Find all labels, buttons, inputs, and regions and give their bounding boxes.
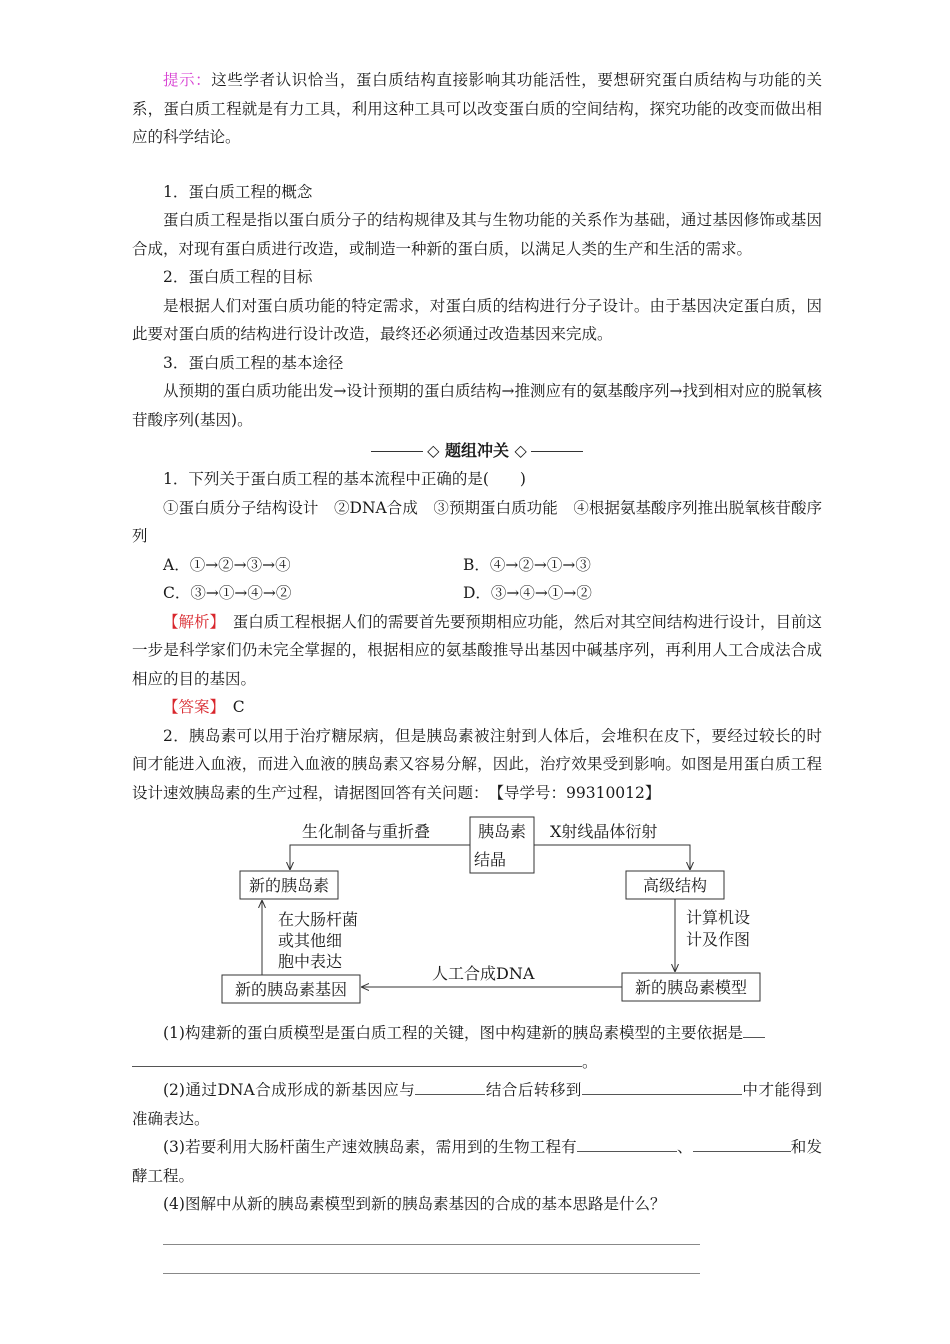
sub1-blank-a[interactable] bbox=[743, 1023, 765, 1038]
box-model-text: 新的胰岛素模型 bbox=[634, 978, 748, 997]
sub2-text-c: 中才能得到准确表达。 bbox=[132, 1081, 822, 1128]
answer-label: 【答案】 bbox=[163, 698, 218, 716]
section-3-body: 从预期的蛋白质功能出发→设计预期的蛋白质结构→推测应有的氨基酸序列→找到相对应的脱氧核苷酸序列(基因)。 bbox=[132, 382, 822, 429]
q1-option-c: C．③→①→④→② bbox=[163, 584, 292, 602]
q1-stem: 1．下列关于蛋白质工程的基本流程中正确的是( ) bbox=[163, 470, 526, 488]
section-1-heading: 1．蛋白质工程的概念 bbox=[163, 182, 313, 201]
label-computer-1: 计算机设 bbox=[686, 908, 751, 927]
q1-option-d: D．③→④→①→② bbox=[463, 584, 592, 602]
section-1-body: 蛋白质工程是指以蛋白质分子的结构规律及其与生物功能的关系作为基础，通过基因修饰或基因合成，对现有蛋白质进行改造，或制造一种新的蛋白质，以满足人类的生产和生活的需求。 bbox=[132, 211, 822, 258]
label-express-1: 在大肠杆菌 bbox=[278, 910, 359, 929]
q1-items: ①蛋白质分子结构设计 ②DNA合成 ③预期蛋白质功能 ④根据氨基酸序列推出脱氧核苷酸序列 bbox=[132, 498, 822, 545]
box-crystal-text-2: 结晶 bbox=[473, 850, 507, 869]
sub3-text-b: 和发酵工程。 bbox=[132, 1138, 822, 1185]
label-express-2: 或其他细 bbox=[278, 931, 343, 950]
label-dna: 人工合成DNA bbox=[432, 964, 535, 983]
sub3-sep: 、 bbox=[676, 1138, 693, 1156]
analysis-text: 蛋白质工程根据人们的需要首先要预期相应功能，然后对其空间结构进行设计，目前这一步是科学家们仍未完全掌握的，根据相应的氨基酸推导出基因中碱基序列，再利用人工合成法合成相应的目的基因。 bbox=[132, 612, 822, 688]
q2-sub1-line bbox=[132, 1048, 822, 1077]
label-xray: X射线晶体衍射 bbox=[550, 822, 658, 841]
q2-sub3 bbox=[132, 1133, 822, 1190]
label-express-3: 胞中表达 bbox=[278, 952, 343, 971]
sub2-blank-1[interactable] bbox=[415, 1080, 485, 1095]
q1-option-b: B．④→②→①→③ bbox=[463, 555, 591, 574]
label-fold: 生化制备与重折叠 bbox=[302, 822, 431, 841]
sub1-text: (1)构建新的蛋白质模型是蛋白质工程的关键，图中构建新的胰岛素模型的主要依据是 bbox=[163, 1024, 743, 1042]
group-title bbox=[132, 438, 822, 461]
group-title-text: ◇ 题组冲关 ◇ bbox=[427, 441, 527, 460]
section-2-heading: 2．蛋白质工程的目标 bbox=[163, 268, 313, 286]
hint-label: 提示： bbox=[163, 71, 212, 89]
q1-answer bbox=[132, 693, 822, 722]
hint-paragraph bbox=[132, 66, 822, 152]
box-gene-text: 新的胰岛素基因 bbox=[234, 980, 348, 999]
box-crystal-text-1: 胰岛素 bbox=[477, 822, 527, 841]
q1-option-a: A．①→②→③→④ bbox=[163, 555, 291, 574]
sub1-end: 。 bbox=[582, 1052, 598, 1071]
document-page bbox=[132, 66, 822, 1274]
sub2-blank-2[interactable] bbox=[582, 1080, 742, 1095]
sub3-text-a: (3)若要利用大肠杆菌生产速效胰岛素，需用到的生物工程有 bbox=[163, 1138, 577, 1156]
section-3-heading: 3．蛋白质工程的基本途径 bbox=[163, 353, 344, 372]
sub2-text-a: (2)通过DNA合成形成的新基因应与 bbox=[163, 1081, 416, 1099]
insulin-flow-diagram bbox=[132, 813, 822, 1013]
sub4-answer-line-2[interactable] bbox=[163, 1272, 700, 1274]
q1-options-row-1 bbox=[132, 551, 822, 580]
answer-text: C bbox=[217, 698, 245, 716]
arrow-fold bbox=[290, 845, 470, 869]
arrow-xray bbox=[534, 845, 690, 869]
hint-text: 这些学者认识恰当，蛋白质结构直接影响其功能活性，要想研究蛋白质结构与功能的关系，蛋白质工程就是有力工具，利用这种工具可以改变蛋白质的空间结构，探究功能的改变而做出相应的科学结论。 bbox=[132, 71, 822, 146]
box-structure-text: 高级结构 bbox=[642, 876, 708, 895]
q1-analysis bbox=[132, 608, 822, 694]
box-new-insulin-text: 新的胰岛素 bbox=[248, 876, 330, 895]
q1-options-row-2 bbox=[132, 579, 822, 608]
q2-stem: 2．胰岛素可以用于治疗糖尿病，但是胰岛素被注射到人体后，会堆积在皮下，要经过较长的时间才能进入血液，而进入血液的胰岛素又容易分解，因此，治疗效果受到影响。如图是用蛋白质工程设计速效胰岛素的生产过程，请据图回答有关问题： 【导学号：99310012】 bbox=[132, 726, 822, 802]
sub2-text-b: 结合后转移到 bbox=[485, 1081, 582, 1099]
section-2-body: 是根据人们对蛋白质功能的特定需求，对蛋白质的结构进行分子设计。由于基因决定蛋白质，因此要对蛋白质的结构进行设计改造，最终还必须通过改造基因来完成。 bbox=[132, 296, 822, 343]
q2-sub1 bbox=[132, 1019, 822, 1048]
sub3-blank-1[interactable] bbox=[577, 1137, 677, 1152]
q2-sub4: (4)图解中从新的胰岛素模型到新的胰岛素基因的合成的基本思路是什么？ bbox=[163, 1195, 666, 1213]
sub1-blank-b[interactable] bbox=[132, 1052, 582, 1067]
analysis-label: 【解析】 bbox=[163, 612, 218, 631]
q2-sub2 bbox=[132, 1076, 822, 1133]
label-computer-2: 计及作图 bbox=[686, 930, 751, 949]
sub3-blank-2[interactable] bbox=[693, 1137, 791, 1152]
